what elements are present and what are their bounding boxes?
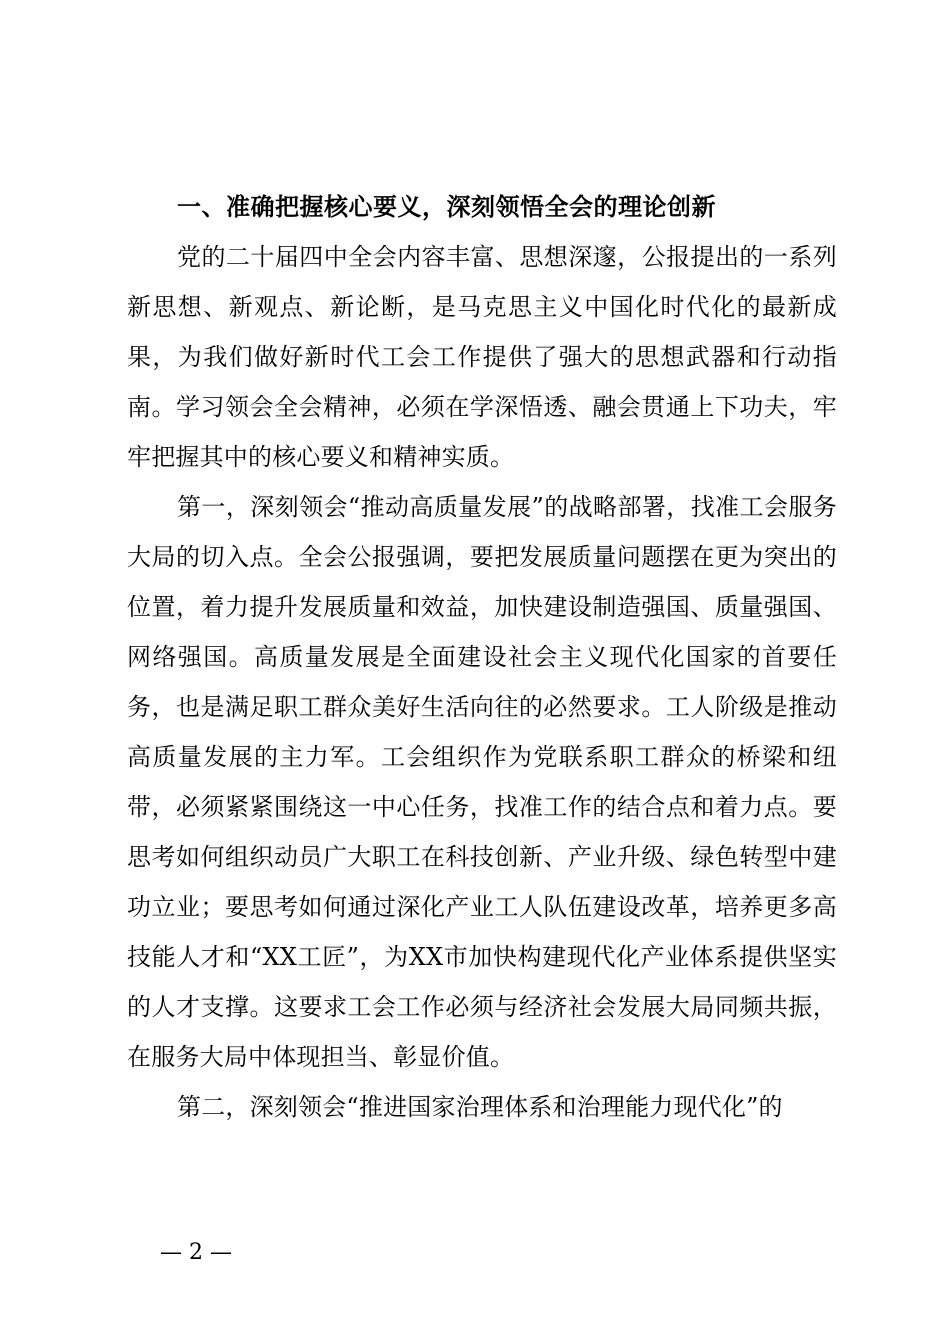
paragraph-second-point: 第二，深刻领会“推进国家治理体系和治理能力现代化”的 — [177, 1093, 783, 1121]
document-body — [127, 182, 837, 1132]
paragraph-intro: 党的二十届四中全会内容丰富、思想深邃，公报提出的一系列新思想、新观点、新论断，是马克思主义中国化时代化的最新成果，为我们做好新时代工会工作提供了强大的思想武器和行动指南。学习领会全会精神，必须在学深悟透、融会贯通上下功夫，牢牢把握其中的核心要义和精神实质。 — [127, 243, 837, 471]
section-heading: 一、准确把握核心要义，深刻领悟全会的理论创新 — [177, 193, 716, 221]
page-number: — 2 — — [160, 1240, 232, 1265]
paragraph-first-point: 第一，深刻领会“推动高质量发展”的战略部署，找准工会服务大局的切入点。全会公报强调，要把发展质量问题摆在更为突出的位置，着力提升发展质量和效益，加快建设制造强国、质量强国、网络强国。高质量发展是全面建设社会主义现代化国家的首要任务，也是满足职工群众美好生活向往的必然要求。工人阶级是推动高质量发展的主力军。工会组织作为党联系职工群众的桥梁和纽带，必须紧紧围绕这一中心任务，找准工作的结合点和着力点。要思考如何组织动员广大职工在科技创新、产业升级、绿色转型中建功立业；要思考如何通过深化产业工人队伍建设改革，培养更多高技能人才和“XX工匠”，为XX市加快构建现代化产业体系提供坚实的人才支撑。这要求工会工作必须与经济社会发展大局同频共振，在服务大局中体现担当、彰显价值。 — [127, 493, 837, 1071]
